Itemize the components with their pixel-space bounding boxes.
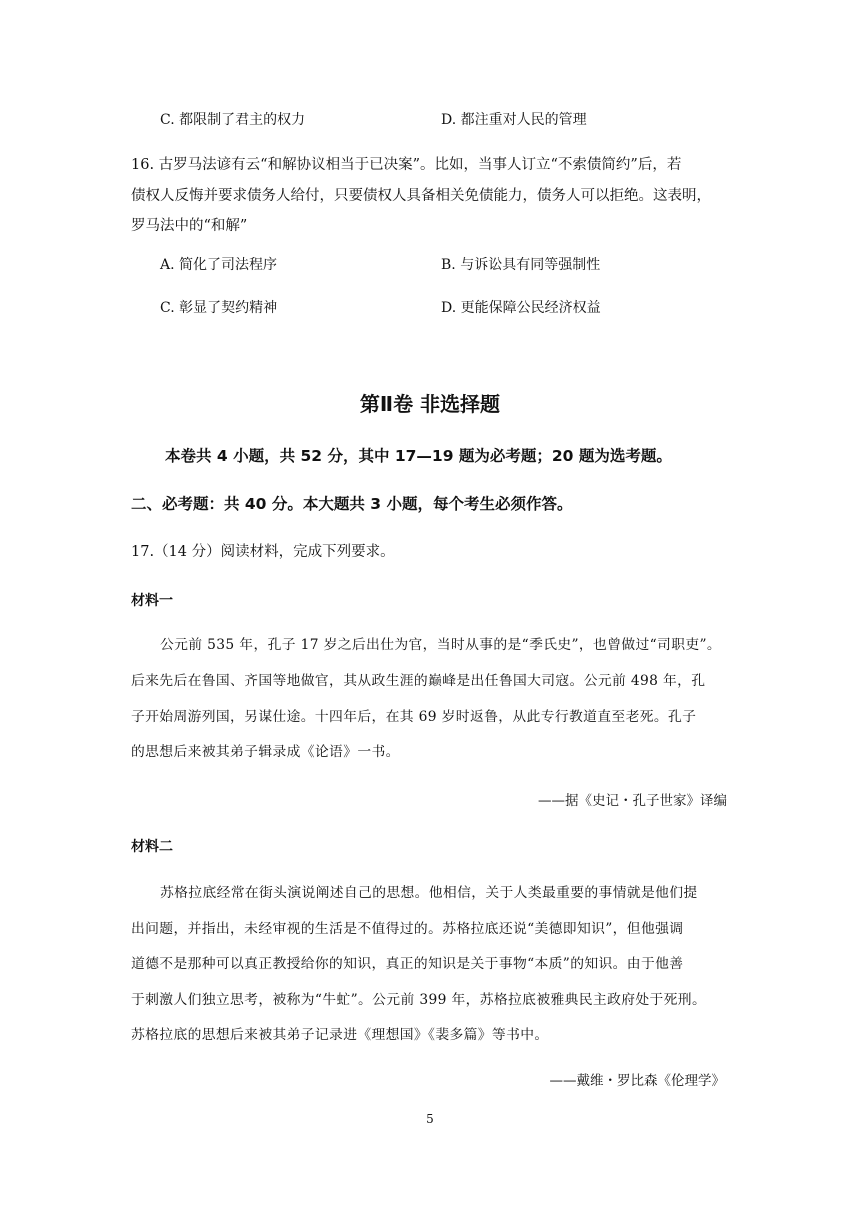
material1-source: ——据《史记・孔子世家》译编 (538, 793, 727, 809)
page-number: 5 (426, 1112, 434, 1126)
q15-option-d: D. 都注重对人民的管理 (441, 112, 587, 128)
q16-option-a: A. 简化了司法程序 (160, 257, 278, 273)
material1-line-2: 后来先后在鲁国、齐国等地做官，其从政生涯的巅峰是出任鲁国大司寇。公元前 498 年，孔 (131, 673, 706, 689)
material1-line-3: 子开始周游列国，另谋仕途。十四年后，在其 69 岁时返鲁，从此专行教道直至老死。孔子 (131, 709, 697, 725)
material2-line-3: 道德不是那种可以真正教授给你的知识，真正的知识是关于事物“本质”的知识。由于他善 (131, 956, 684, 972)
q17-heading: 17.（14 分）阅读材料，完成下列要求。 (131, 544, 395, 560)
q16-stem-line-1: 16. 古罗马法谚有云“和解协议相当于已决案”。比如，当事人订立“不索债简约”后，若 (131, 157, 682, 173)
q15-option-c: C. 都限制了君主的权力 (160, 112, 306, 128)
material1-label: 材料一 (131, 593, 173, 609)
material1-line-4: 的思想后来被其弟子辑录成《论语》一书。 (131, 744, 400, 760)
material1-line-1: 公元前 535 年，孔子 17 岁之后出仕为官，当时从事的是“季氏史”，也曾做过“司职吏”。 (160, 637, 722, 653)
material2-line-2: 出问题，并指出，未经审视的生活是不值得过的。苏格拉底还说“美德即知识”，但他强调 (131, 921, 684, 937)
q16-stem-line-2: 债权人反悔并要求债务人给付，只要债权人具备相关免债能力，债务人可以拒绝。这表明， (131, 188, 711, 204)
material2-line-5: 苏格拉底的思想后来被其弟子记录进《理想国》《裴多篇》等书中。 (131, 1027, 549, 1043)
q16-option-b: B. 与诉讼具有同等强制性 (441, 257, 601, 273)
material2-label: 材料二 (131, 839, 173, 855)
q16-option-c: C. 彰显了契约精神 (160, 300, 278, 316)
section-title: 第Ⅱ卷 非选择题 (359, 392, 501, 416)
section-intro: 本卷共 4 小题，共 52 分，其中 17—19 题为必考题；20 题为选考题。 (165, 447, 672, 465)
part2-heading: 二、必考题：共 40 分。本大题共 3 小题，每个考生必须作答。 (131, 495, 573, 513)
material2-line-1: 苏格拉底经常在街头演说阐述自己的思想。他相信，关于人类最重要的事情就是他们提 (160, 885, 698, 901)
q16-stem-line-3: 罗马法中的“和解” (131, 218, 248, 234)
material2-source: ——戴维・罗比森《伦理学》 (549, 1073, 725, 1089)
q16-option-d: D. 更能保障公民经济权益 (441, 300, 601, 316)
material2-line-4: 于刺激人们独立思考，被称为“牛虻”。公元前 399 年，苏格拉底被雅典民主政府处于死刑。 (131, 992, 707, 1008)
